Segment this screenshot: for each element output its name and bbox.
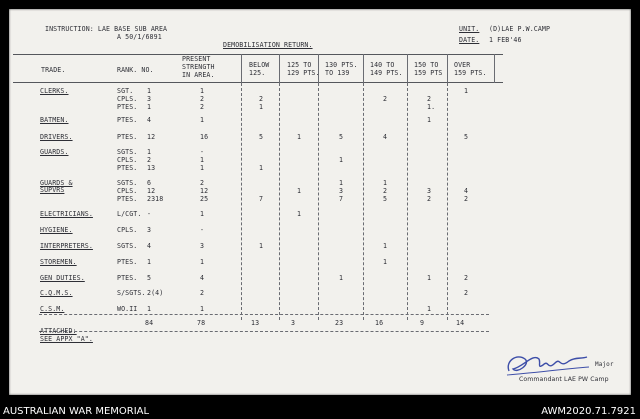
number-cell: 12 [147,133,156,141]
trade-label: CLERKS. [40,87,69,95]
number-cell: 4 [147,242,152,250]
total-present: 78 [197,319,206,327]
present-strength-cell: 2 [200,95,205,103]
rank-cell: PTES. [117,164,138,172]
rank-cell: SGT. [117,87,134,95]
number-cell: 1 [147,148,152,156]
present-strength-cell: 1 [200,87,205,95]
header-divider [318,54,319,83]
unit-value: (D)LAE P.W.CAMP [489,25,551,33]
trade-label: DRIVERS. [40,133,73,141]
rank-cell: PTES. [117,258,138,266]
total-140-149: 16 [375,319,384,327]
column-divider [279,83,280,320]
points-cell: 1 [427,274,432,282]
trade-label: ELECTRICIANS. [40,210,93,218]
column-divider [318,83,319,320]
col-130-1: 130 PTS. [325,61,358,69]
col-below-1: BELOW [249,61,270,69]
col-150-1: 150 TO [414,61,439,69]
col-present-1: PRESENT [182,55,211,63]
rank-cell: PTES. [117,133,138,141]
col-rank: RANK. NO. [117,66,154,74]
number-cell: 1 [147,87,152,95]
number-cell: - [147,210,152,218]
col-below-2: 125. [249,69,266,77]
signature-caption: Commandant LAE PW Camp [519,376,609,383]
signature-rank: Major [595,361,614,368]
footer-accession: AWM2020.71.7921 [541,406,636,417]
points-cell: 5 [464,133,469,141]
rank-cell: PTES. [117,116,138,124]
header-divider [363,54,364,83]
points-cell: 1 [259,242,264,250]
number-cell: 1 [147,305,152,313]
col-over-1: OVER [454,61,471,69]
col-140-2: 149 PTS. [370,69,403,77]
points-cell: 5 [259,133,264,141]
date-label: DATE. [459,36,480,44]
return-title: DEMOBILISATION RETURN. [223,41,313,49]
trade-label: HYGIENE. [40,226,73,234]
points-cell: 4 [383,133,388,141]
number-cell: 6 [147,179,152,187]
total-below-125: 13 [251,319,260,327]
col-125-1: 125 TO [287,61,312,69]
col-over-2: 159 PTS. [454,69,487,77]
unit-label: UNIT. [459,25,480,33]
points-cell: 4 [464,187,469,195]
number-cell: 2318 [147,195,164,203]
rank-cell: CPLS. [117,156,138,164]
col-150-2: 159 PTS [414,69,443,77]
present-strength-cell: 25 [200,195,209,203]
points-cell: 1 [427,116,432,124]
header-divider [279,54,280,83]
points-cell: 1 [297,210,302,218]
column-divider [407,83,408,320]
points-cell: 3 [427,187,432,195]
header-divider [494,54,495,83]
number-cell: 5 [147,274,152,282]
points-cell: 2 [427,195,432,203]
column-divider [447,83,448,320]
number-cell: 4 [147,116,152,124]
col-125-2: 129 PTS. [287,69,320,77]
points-cell: 1. [427,103,436,111]
present-strength-cell: 2 [200,103,205,111]
points-cell: 2 [464,274,469,282]
points-cell: 5 [383,195,388,203]
column-divider [241,83,242,320]
trade-label: STOREMEN. [40,258,77,266]
rank-cell: SGTS. [117,242,138,250]
points-cell: 1 [383,179,388,187]
points-cell: 1 [297,187,302,195]
header-rule-bottom [13,82,503,83]
points-cell: 1 [339,179,344,187]
points-cell: 2 [383,187,388,195]
number-cell: 1 [147,103,152,111]
points-cell: 1 [383,242,388,250]
rank-cell: WO.II [117,305,138,313]
col-130-2: TO 139 [325,69,350,77]
present-strength-cell: - [200,226,205,234]
header-rule-top [13,54,503,55]
rank-cell: PTES. [117,195,138,203]
column-divider [363,83,364,320]
total-125-129: 3 [291,319,296,327]
present-strength-cell: 3 [200,242,205,250]
number-cell: 1 [147,258,152,266]
present-strength-cell: 1 [200,258,205,266]
points-cell: 3 [339,187,344,195]
rank-cell: SGTS. [117,148,138,156]
trade-label: C.S.M. [40,305,65,313]
points-cell: 7 [259,195,264,203]
number-cell: 3 [147,95,152,103]
total-150-159: 9 [420,319,425,327]
number-cell: 12 [147,187,156,195]
present-strength-cell: 1 [200,164,205,172]
footer-source: AUSTRALIAN WAR MEMORIAL [3,406,150,417]
trade-label: INTERPRETERS. [40,242,93,250]
rank-cell: CPLS. [117,226,138,234]
trade-label: BATMEN. [40,116,69,124]
total-over-159: 14 [456,319,465,327]
total-130-139: 23 [335,319,344,327]
points-cell: 1 [339,156,344,164]
rank-cell: PTES. [117,103,138,111]
points-cell: 1 [259,164,264,172]
present-strength-cell: 2 [200,289,205,297]
instruction-text: INSTRUCTION: LAE BASE SUB AREA [45,25,168,33]
points-cell: 2 [259,95,264,103]
rank-cell: CPLS. [117,95,138,103]
rank-cell: CPLS. [117,187,138,195]
totals-rule-bottom [39,331,489,332]
points-cell: 1 [383,258,388,266]
number-cell: 2(4) [147,289,164,297]
instruction-ref: A 50/1/6891 [117,33,162,41]
present-strength-cell: 12 [200,187,209,195]
footer-bar [0,404,640,419]
rank-cell: L/CGT. [117,210,142,218]
points-cell: 1 [297,133,302,141]
present-strength-cell: 4 [200,274,205,282]
trade-label: GUARDS & SUPVRS [40,179,73,194]
rank-cell: SGTS. [117,179,138,187]
points-cell: 5 [339,133,344,141]
number-cell: 2 [147,156,152,164]
rank-cell: S/SGTS. [117,289,146,297]
number-cell: 3 [147,226,152,234]
points-cell: 2 [464,195,469,203]
rank-cell: PTES. [117,274,138,282]
totals-rule-top [39,314,489,315]
points-cell: 7 [339,195,344,203]
points-cell: 1 [339,274,344,282]
points-cell: 2 [427,95,432,103]
trade-label: GUARDS. [40,148,69,156]
number-cell: 13 [147,164,156,172]
attached-label: ATTACHED: [40,327,77,335]
header-divider [447,54,448,83]
trade-label: GEN DUTIES. [40,274,85,282]
header-divider [407,54,408,83]
trade-label: C.Q.M.S. [40,289,73,297]
col-140-1: 140 TO [370,61,395,69]
points-cell: 1 [259,103,264,111]
points-cell: 1 [427,305,432,313]
present-strength-cell: - [200,148,205,156]
present-strength-cell: 2 [200,179,205,187]
col-present-3: IN AREA. [182,71,215,79]
total-no: 84 [145,319,154,327]
present-strength-cell: 1 [200,210,205,218]
header-divider [241,54,242,83]
attached-ref: SEE APPX "A". [40,335,93,343]
present-strength-cell: 16 [200,133,209,141]
points-cell: 1 [464,87,469,95]
points-cell: 2 [383,95,388,103]
date-value: 1 FEB'46 [489,36,522,44]
present-strength-cell: 1 [200,305,205,313]
present-strength-cell: 1 [200,116,205,124]
col-trade: TRADE. [41,66,66,74]
col-present-2: STRENGTH [182,63,215,71]
points-cell: 2 [464,289,469,297]
document-sheet [9,9,631,395]
present-strength-cell: 1 [200,156,205,164]
